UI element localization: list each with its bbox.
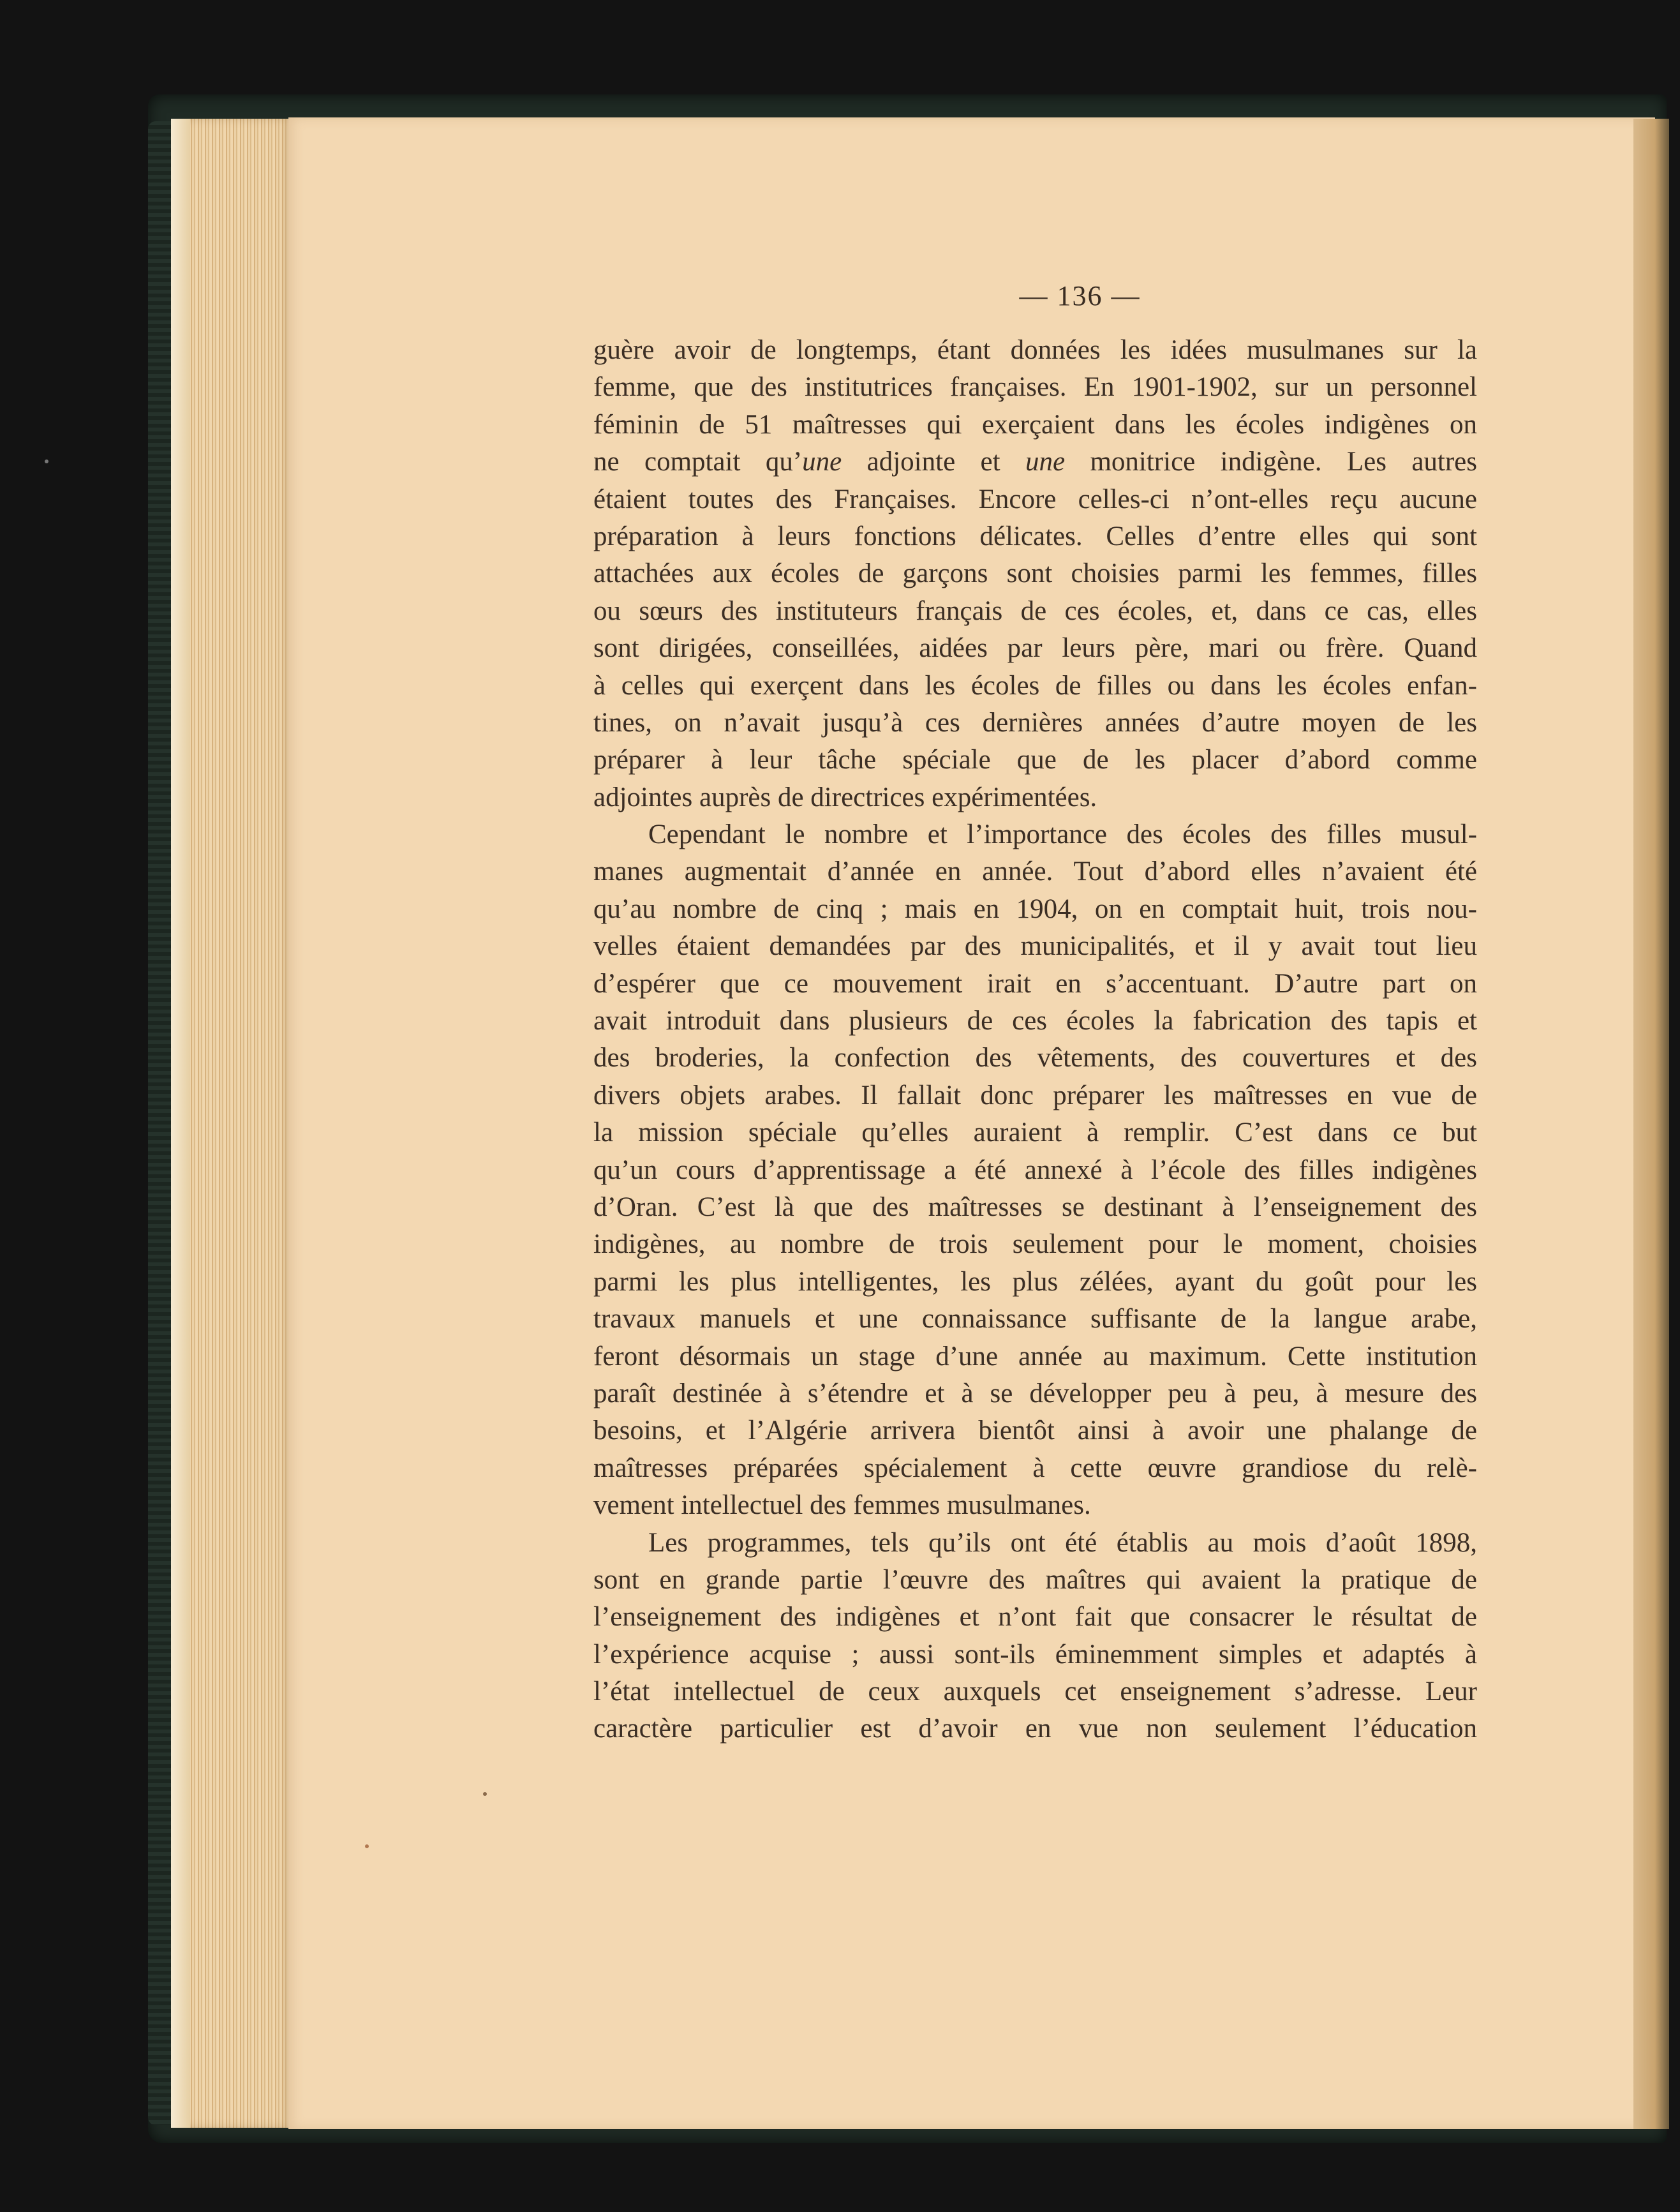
text-line: sont en grande partie l’œuvre des maîtres qui avaient la pratique de [593, 1564, 1477, 1595]
text-fragment: monitrice indigène. Les autres [1065, 447, 1477, 477]
italic-word: une [1025, 447, 1066, 477]
text-line: femme, que des institutrices françaises. En 1901-1902, sur un personnel [593, 372, 1477, 403]
text-line: maîtresses préparées spécialement à cette œuvre grandiose du relè- [593, 1453, 1477, 1483]
text-line: Les programmes, tels qu’ils ont été établis au mois d’août 1898, [648, 1527, 1477, 1558]
cover-spine-edge [148, 121, 174, 2125]
text-line: guère avoir de longtemps, étant données les idées musulmanes sur la [593, 335, 1477, 365]
text-fragment: adjointe et [842, 447, 1025, 477]
text-line: la mission spéciale qu’elles auraient à remplir. C’est dans ce but [593, 1117, 1477, 1148]
paper-speck [483, 1792, 487, 1796]
text-line: préparer à leur tâche spéciale que de les placer d’abord comme [593, 745, 1477, 775]
text-line: l’enseignement des indigènes et n’ont fait que consacrer le résultat de [593, 1602, 1477, 1633]
text-line: attachées aux écoles de garçons sont choisies parmi les femmes, filles [593, 558, 1477, 589]
text-line: indigènes, au nombre de trois seulement pour le moment, choisies [593, 1229, 1477, 1260]
text-line: besoins, et l’Algérie arrivera bientôt ainsi à avoir une phalange de [593, 1416, 1477, 1446]
text-line: étaient toutes des Françaises. Encore celles-ci n’ont-elles reçu aucune [593, 484, 1477, 514]
page-number: — 136 — [1019, 280, 1141, 311]
text-line: adjointes auprès de directrices expérimentées. [593, 782, 1097, 812]
text-line: feront désormais un stage d’une année au maximum. Cette institution [593, 1341, 1477, 1371]
text-line: manes augmentait d’année en année. Tout d’abord elles n’avaient été [593, 856, 1477, 887]
text-line: qu’au nombre de cinq ; mais en 1904, on en comptait huit, trois nou- [593, 893, 1477, 924]
paper-speck [365, 1844, 369, 1848]
text-line: qu’un cours d’apprentissage a été annexé à l’école des filles indigènes [593, 1155, 1477, 1185]
text-line: féminin de 51 maîtresses qui exerçaient dans les écoles indigènes on [593, 409, 1477, 440]
text-line: d’Oran. C’est là que des maîtresses se destinant à l’enseignement des [593, 1192, 1477, 1222]
text-line: des broderies, la confection des vêtements, des couvertures et des [593, 1043, 1477, 1073]
text-line: paraît destinée à s’étendre et à se développer peu à peu, à mesure des [593, 1378, 1477, 1409]
text-line: l’état intellectuel de ceux auxquels cet enseignement s’adresse. Leur [593, 1677, 1477, 1707]
text-line: préparation à leurs fonctions délicates. Celles d’entre elles qui sont [593, 521, 1477, 551]
text-line: avait introduit dans plusieurs de ces écoles la fabrication des tapis et [593, 1006, 1477, 1036]
scan-speck [45, 460, 48, 463]
body-text [593, 332, 1477, 1748]
text-line: à celles qui exerçent dans les écoles de filles ou dans les écoles enfan- [593, 670, 1477, 701]
page-stack-highlight [171, 119, 190, 2128]
page-right-edge [1633, 119, 1669, 2129]
text-line: velles étaient demandées par des municipalités, et il y avait tout lieu [593, 931, 1477, 962]
text-line: tines, on n’avait jusqu’à ces dernières années d’autre moyen de les [593, 707, 1477, 738]
text-line: d’espérer que ce mouvement irait en s’accentuant. D’autre part on [593, 968, 1477, 999]
text-line: Cependant le nombre et l’importance des écoles des filles musul- [648, 819, 1477, 850]
text-line: travaux manuels et une connaissance suffisante de la langue arabe, [593, 1304, 1477, 1334]
text-line: divers objets arabes. Il fallait donc préparer les maîtresses en vue de [593, 1080, 1477, 1110]
italic-word: une [802, 447, 842, 477]
text-line: vement intellectuel des femmes musulmanes. [593, 1490, 1091, 1521]
text-fragment: ne comptait qu’ [593, 447, 803, 477]
text-line: ou sœurs des instituteurs français de ces écoles, et, dans ce cas, elles [593, 595, 1477, 626]
text-line: parmi les plus intelligentes, les plus zélées, ayant du goût pour les [593, 1266, 1477, 1297]
text-line [593, 444, 1477, 481]
text-line: caractère particulier est d’avoir en vue non seulement l’éducation [593, 1714, 1477, 1744]
text-line: sont dirigées, conseillées, aidées par leurs père, mari ou frère. Quand [593, 633, 1477, 664]
text-line: l’expérience acquise ; aussi sont-ils éminemment simples et adaptés à [593, 1639, 1477, 1670]
